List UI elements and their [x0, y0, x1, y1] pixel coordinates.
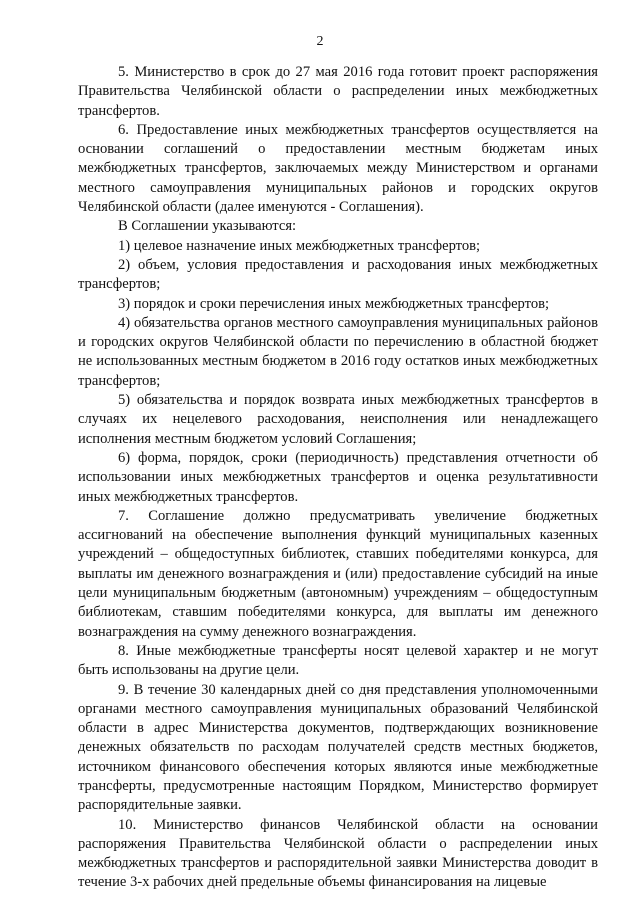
- agreement-intro: В Соглашении указываются:: [118, 218, 297, 235]
- paragraph-item-9: 9. В течение 30 календарных дней со дня представления уполномоченными органами местного самоуправления муниципальных образований Челябинской области в адрес Министерства документов, подтверждающих возникновение денежных обязательств по расходам получателей средств местных бюджетов, источником финансового обеспечения которых являются иные межбюджетные трансферты, предусмотренные настоящим Порядком, Министерство формирует распорядительные заявки.: [78, 681, 598, 814]
- agreement-clause-5: 5) обязательства и порядок возврата иных межбюджетных трансфертов в случаях их нецелевого расходования, неисполнения или ненадлежащего исполнения местным бюджетом условий Соглашения;: [78, 392, 598, 447]
- agreement-clause-2: 2) объем, условия предоставления и расходования иных межбюджетных трансфертов;: [78, 256, 598, 293]
- agreement-clause-4: 4) обязательства органов местного самоуправления муниципальных районов и городских округов Челябинской области по перечислению в областной бюджет не использованных местным бюджетом в 2016 году остатков иных межбюджетных трансфертов;: [78, 314, 598, 389]
- document-body: [78, 63, 598, 893]
- paragraph-item-6: 6. Предоставление иных межбюджетных трансфертов осуществляется на основании соглашений о предоставлении местным бюджетам иных межбюджетных трансфертов, заключаемых между Министерством и органами местного самоуправления муниципальных районов и городских округов Челябинской области (далее именуются - Соглашения).: [78, 121, 598, 216]
- paragraph-item-10: 10. Министерство финансов Челябинской области на основании распоряжения Правительства Челябинской области о распределении иных межбюджетных трансфертов и распорядительной заявки Министерства доводит в течение 3-х рабочих дней предельные объемы финансирования на лицевые: [78, 816, 598, 891]
- paragraph-item-5: 5. Министерство в срок до 27 мая 2016 года готовит проект распоряжения Правительства Челябинской области о распределении иных межбюджетных трансфертов.: [78, 64, 598, 119]
- agreement-clause-6: 6) форма, порядок, сроки (периодичность) представления отчетности об использовании иных межбюджетных трансфертов и оценка результативности иных межбюджетных трансфертов.: [78, 449, 598, 505]
- paragraph-item-7: 7. Соглашение должно предусматривать увеличение бюджетных ассигнований на обеспечение выполнения функций муниципальных казенных учреждений – общедоступных библиотек, ставших победителями конкурса, для выплаты им денежного вознаграждения и (или) предоставление субсидий на иные цели муниципальным бюджетным (автономным) учреждениям – общедоступным библиотекам, ставшим победителями конкурса, для выплаты им денежного вознаграждения на сумму денежного вознаграждения.: [78, 507, 598, 640]
- agreement-clause-1: 1) целевое назначение иных межбюджетных трансфертов;: [118, 237, 481, 254]
- paragraph-item-8: 8. Иные межбюджетные трансферты носят целевой характер и не могут быть использованы на другие цели.: [78, 642, 598, 679]
- agreement-clause-3: 3) порядок и сроки перечисления иных межбюджетных трансфертов;: [118, 295, 550, 312]
- page-number: 2: [316, 34, 324, 49]
